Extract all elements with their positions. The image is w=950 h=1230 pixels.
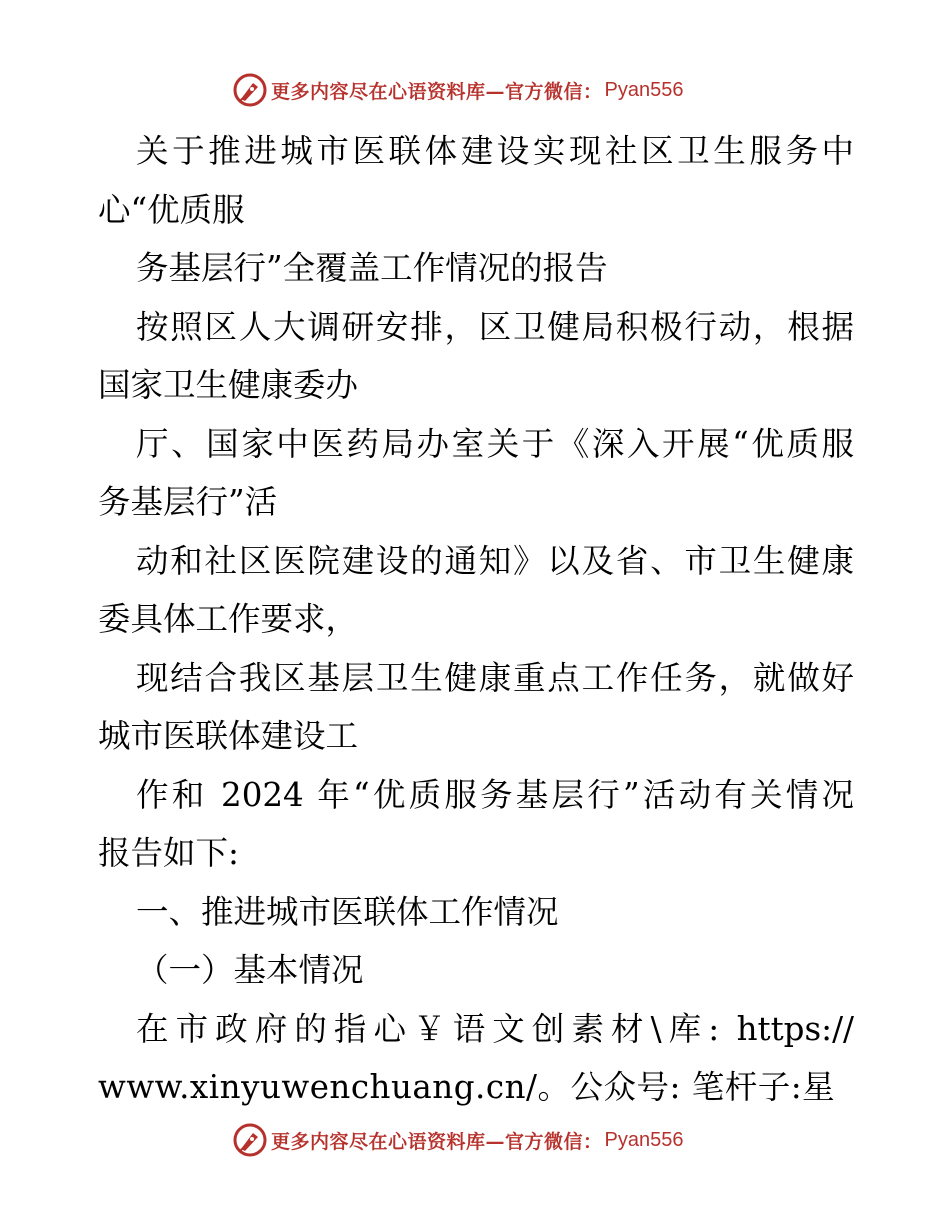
footer-watermark: [233, 1122, 683, 1158]
document-body: [98, 122, 854, 1117]
paragraph-line: 报告如下:: [98, 834, 239, 872]
paragraph-line: www.xinyuwenchuang.cn/。公众号: 笔杆子:星: [98, 1068, 836, 1106]
paragraph-line: 城市医联体建设工: [98, 717, 359, 755]
paragraph-line: 按照区人大调研安排，区卫健局积极行动，根据: [136, 307, 854, 346]
pen-nib-logo-icon: [233, 73, 267, 107]
paragraph-line: 在市政府的指心￥语文创素材\库: https://: [136, 1009, 854, 1048]
subsection-heading: （一）基本情况: [136, 951, 364, 989]
paragraph-line: 作和 2024 年“优质服务基层行”活动有关情况: [136, 775, 854, 814]
watermark-wechat-id: Pyan556: [604, 78, 684, 101]
paragraph-line: 厅、国家中医药局办室关于《深入开展“优质服: [136, 424, 854, 463]
paragraph-line: 委具体工作要求，: [98, 600, 359, 638]
section-heading: 一、推进城市医联体工作情况: [136, 892, 559, 931]
header-watermark: [233, 72, 683, 108]
paragraph-line: 动和社区医院建设的通知》以及省、市卫生健康: [136, 541, 854, 580]
watermark-text: 更多内容尽在心语资料库—官方微信：: [271, 80, 603, 103]
watermark-text: 更多内容尽在心语资料库—官方微信：: [271, 1130, 603, 1153]
watermark-wechat-id: Pyan556: [604, 1128, 684, 1151]
title-line: 关于推进城市医联体建设实现社区卫生服务中: [136, 132, 854, 170]
paragraph-line: 现结合我区基层卫生健康重点工作任务，就做好: [136, 658, 854, 697]
paragraph-line: 务基层行”活: [98, 483, 278, 521]
pen-nib-logo-icon: [233, 1123, 267, 1157]
title-line: 心“优质服: [98, 190, 245, 229]
paragraph-line: 国家卫生健康委办: [98, 366, 359, 404]
title-line: 务基层行”全覆盖工作情况的报告: [136, 249, 608, 287]
